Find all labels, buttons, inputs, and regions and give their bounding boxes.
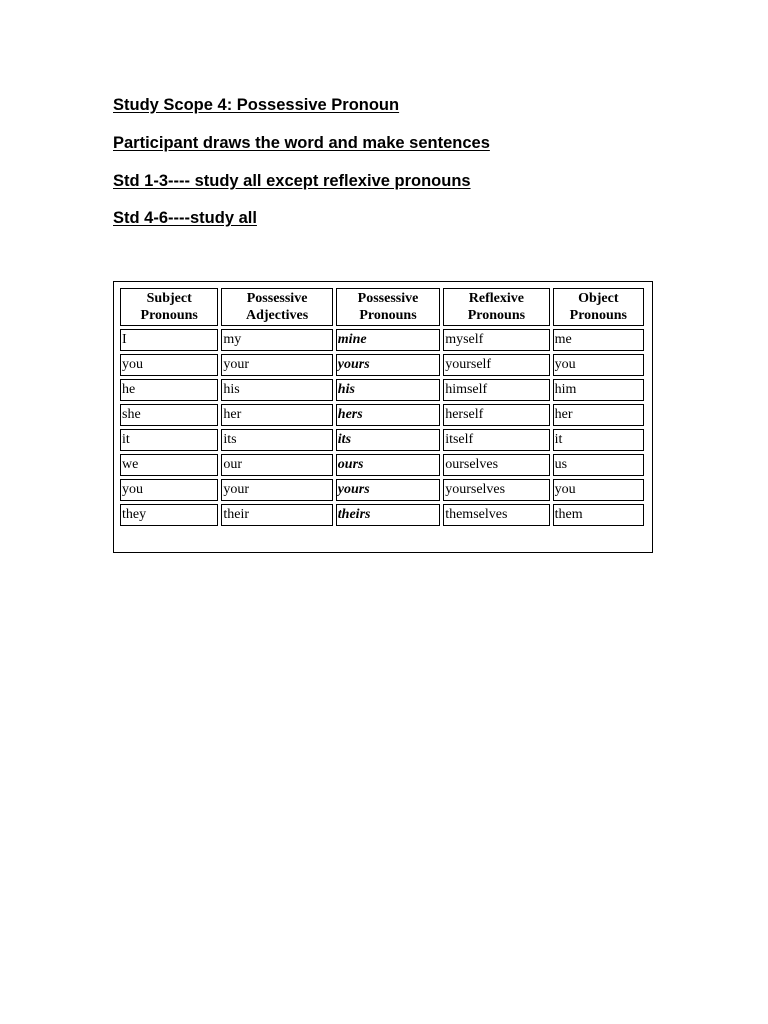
table-row (120, 354, 644, 376)
table-row (120, 429, 644, 451)
table-cell: we (120, 454, 218, 476)
table-cell: ourselves (443, 454, 549, 476)
table-row (120, 504, 644, 526)
table-cell: yours (336, 479, 440, 501)
table-cell: they (120, 504, 218, 526)
table-cell: them (553, 504, 644, 526)
table-cell: ours (336, 454, 440, 476)
column-header-possessive-adjectives: Possessive Adjectives (221, 288, 332, 326)
table-cell: your (221, 479, 332, 501)
table-cell: myself (443, 329, 549, 351)
column-header-object-pronouns: Object Pronouns (553, 288, 644, 326)
table-cell: him (553, 379, 644, 401)
column-header-possessive-pronouns: Possessive Pronouns (336, 288, 440, 326)
table-cell: mine (336, 329, 440, 351)
table-cell: himself (443, 379, 549, 401)
table-cell: yours (336, 354, 440, 376)
table-row (120, 379, 644, 401)
table-row (120, 329, 644, 351)
column-header-reflexive-pronouns: Reflexive Pronouns (443, 288, 549, 326)
table-cell: herself (443, 404, 549, 426)
table-row (120, 454, 644, 476)
table-cell: your (221, 354, 332, 376)
table-cell: her (553, 404, 644, 426)
table-cell: theirs (336, 504, 440, 526)
heading-participant-instruction: Participant draws the word and make sentences (113, 134, 490, 152)
table-row (120, 479, 644, 501)
table-cell: you (120, 479, 218, 501)
table-cell: us (553, 454, 644, 476)
table-cell: her (221, 404, 332, 426)
column-header-subject-pronouns: Subject Pronouns (120, 288, 218, 326)
table-cell: you (120, 354, 218, 376)
table-cell: you (553, 354, 644, 376)
table-cell: hers (336, 404, 440, 426)
table-cell: yourselves (443, 479, 549, 501)
table-cell: she (120, 404, 218, 426)
table-cell: themselves (443, 504, 549, 526)
pronoun-table (117, 285, 647, 529)
pronoun-table-frame (113, 281, 653, 553)
table-cell: you (553, 479, 644, 501)
table-cell: its (336, 429, 440, 451)
table-cell: its (221, 429, 332, 451)
heading-study-scope: Study Scope 4: Possessive Pronoun (113, 96, 400, 114)
table-cell: his (336, 379, 440, 401)
heading-std-4-6: Std 4-6----study all (113, 209, 257, 227)
table-header-row (120, 288, 644, 326)
table-cell: he (120, 379, 218, 401)
table-cell: my (221, 329, 332, 351)
table-cell: our (221, 454, 332, 476)
table-cell: it (120, 429, 218, 451)
table-row (120, 404, 644, 426)
table-cell: itself (443, 429, 549, 451)
table-cell: yourself (443, 354, 549, 376)
table-cell: his (221, 379, 332, 401)
table-cell: it (553, 429, 644, 451)
table-cell: me (553, 329, 644, 351)
table-cell: I (120, 329, 218, 351)
heading-std-1-3: Std 1-3---- study all except reflexive pronouns (113, 172, 471, 190)
table-cell: their (221, 504, 332, 526)
